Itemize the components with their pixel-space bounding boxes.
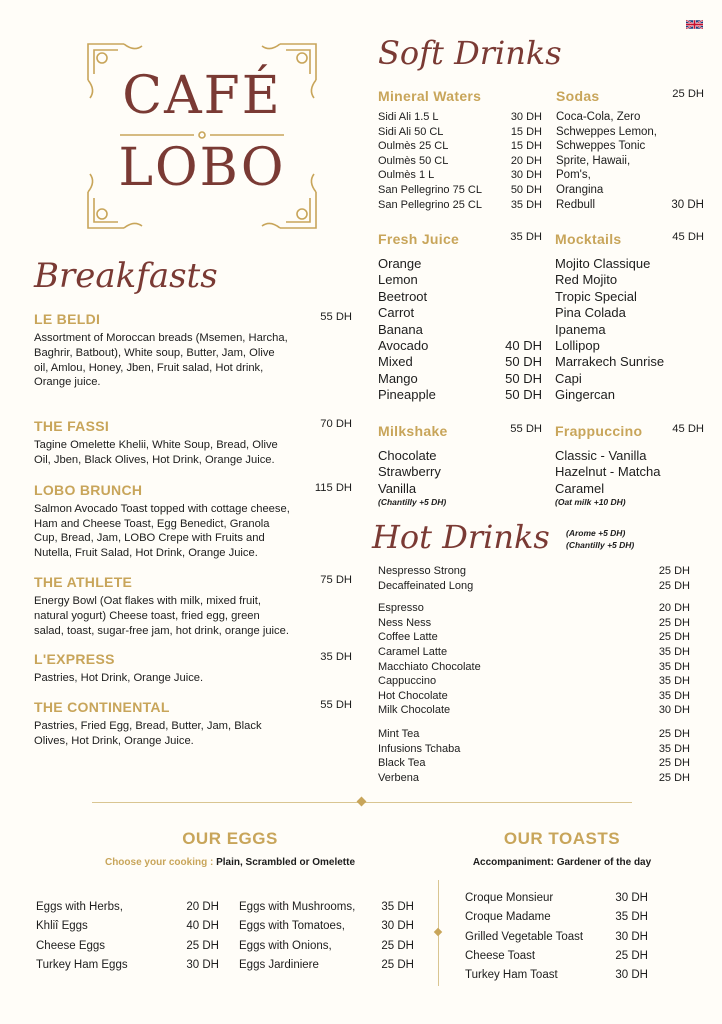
hot-drink-item-name: Ness Ness [378, 616, 432, 629]
mineral-water-item [378, 198, 542, 213]
hot-drink-item-price: 35 DH [658, 660, 690, 673]
hot-drink-item [378, 742, 690, 757]
frappuccino-section [555, 423, 704, 507]
hot-drink-item-price: 25 DH [658, 579, 690, 592]
sodas-title: Sodas [556, 88, 600, 104]
toast-item-name: Grilled Vegetable Toast [465, 930, 584, 943]
hot-drink-item-price: 25 DH [658, 631, 690, 644]
hot-drink-item-name: Hot Chocolate [378, 689, 448, 702]
juice-item-name: Banana [378, 321, 423, 337]
breakfast-item-price: 115 DH [314, 481, 352, 494]
toast-item [465, 889, 648, 908]
mineral-water-item-price: 15 DH [510, 140, 542, 153]
egg-item-name: Turkey Ham Eggs [36, 958, 128, 971]
breakfast-item-header [34, 574, 352, 590]
juice-item [378, 272, 542, 288]
hot-drink-item-name: Coffee Latte [378, 631, 438, 644]
hot-drink-item-price: 25 DH [658, 727, 690, 740]
juice-item [378, 322, 542, 338]
hot-drink-item-name: Black Tea [378, 757, 426, 770]
toast-item [465, 947, 648, 966]
hot-drinks-group-3 [378, 727, 690, 785]
toast-item-name: Cheese Toast [465, 949, 536, 962]
egg-item [36, 956, 219, 975]
hot-drink-item [378, 660, 690, 675]
hot-drink-item-name: Espresso [378, 602, 424, 615]
hot-drink-item [378, 703, 690, 718]
hot-drink-item [378, 579, 690, 594]
breakfast-item [34, 699, 352, 749]
egg-item [239, 937, 414, 956]
fresh-juice-price: 35 DH [510, 231, 542, 243]
egg-item-name: Eggs with Onions, [239, 939, 332, 952]
egg-item-name: Eggs Jardiniere [239, 958, 319, 971]
milkshake-list [378, 448, 542, 497]
mocktail-item: Lollipop [555, 338, 600, 354]
hot-drink-item-price: 25 DH [658, 757, 690, 770]
hot-drink-item-price: 20 DH [658, 602, 690, 615]
toasts-title: OUR TOASTS [503, 829, 621, 848]
fresh-juice-list [378, 256, 542, 404]
breakfast-item-name: THE FASSI [34, 418, 110, 435]
mineral-water-item [378, 183, 542, 198]
egg-item [239, 956, 414, 975]
toast-item [465, 928, 648, 947]
breakfast-item-price: 70 DH [320, 418, 352, 431]
mineral-water-item [378, 139, 542, 154]
sodas-section [556, 88, 704, 212]
breakfast-item-desc: Assortment of Moroccan breads (Msemen, Harcha, Baghrir, Batbout), White soup, Butter, Jam, Olive oil, Amlou, Honey, Jben, Fruit salad, Hot drink, Orange juice. [34, 332, 288, 389]
egg-item-price: 25 DH [381, 939, 414, 952]
breakfast-item [34, 574, 352, 638]
mineral-waters-section [378, 88, 542, 212]
toast-item-price: 30 DH [615, 892, 648, 904]
hot-drink-item [378, 674, 690, 689]
egg-item-price: 25 DH [186, 939, 219, 952]
juice-item-name: Mixed [378, 354, 413, 370]
hot-drink-item-name: Mint Tea [378, 727, 420, 740]
breakfast-item [34, 311, 352, 390]
soda-item: Sprite, Hawaii, [556, 154, 631, 167]
hot-drinks-title: Hot Drinks [372, 518, 550, 556]
toast-item-name: Croque Madame [465, 911, 551, 924]
breakfast-item-price: 75 DH [320, 573, 352, 586]
juice-item [378, 354, 542, 370]
hot-drink-item-price: 25 DH [658, 565, 690, 577]
eggs-list-right [239, 898, 414, 975]
mineral-water-item [378, 125, 542, 140]
hot-drinks-list [378, 564, 690, 785]
eggs-cooking-line [0, 857, 460, 868]
breakfast-item [34, 651, 352, 686]
toasts-list [465, 889, 648, 985]
uk-flag-icon[interactable] [686, 17, 703, 35]
mineral-water-item-name: Oulmès 25 CL [378, 140, 449, 153]
milkshake-item: Vanilla [378, 480, 417, 496]
milkshake-title: Milkshake [378, 423, 448, 439]
hot-drinks-note-arome: (Arome +5 DH) [566, 528, 626, 538]
mineral-waters-list [378, 110, 542, 212]
frappuccino-note: (Oat milk +10 DH) [555, 497, 626, 508]
breakfasts-title: Breakfasts [34, 256, 218, 296]
sodas-list [556, 110, 704, 198]
hot-drink-item-name: Infusions Tchaba [378, 742, 461, 755]
egg-item-name: Khliî Eggs [36, 920, 88, 933]
soda-item: Schweppes Lemon, [556, 125, 658, 138]
egg-item-name: Eggs with Herbs, [36, 901, 123, 913]
hot-drink-item-name: Nespresso Strong [378, 565, 467, 577]
hot-drink-item [378, 564, 690, 579]
milkshake-section [378, 423, 542, 507]
breakfast-item-desc: Pastries, Hot Drink, Orange Juice. [34, 672, 204, 685]
breakfast-item-header [34, 311, 352, 327]
divider-diamond-icon [357, 797, 367, 807]
breakfast-item [34, 482, 352, 561]
hot-drink-item [378, 630, 690, 645]
breakfast-item-header [34, 418, 352, 434]
hot-drink-item [378, 616, 690, 631]
mineral-water-item-price: 20 DH [510, 154, 542, 167]
hot-drinks-group-1 [378, 564, 690, 593]
hot-drink-item [378, 689, 690, 704]
mineral-water-item-price: 50 DH [510, 183, 542, 196]
redbull-price: 30 DH [671, 198, 704, 211]
breakfasts-list [34, 311, 352, 749]
milkshake-note: (Chantilly +5 DH) [378, 497, 447, 508]
mocktail-item: Mojito Classique [555, 256, 651, 271]
mineral-water-item-price: 30 DH [510, 111, 542, 123]
breakfast-item-name: THE CONTINENTAL [34, 699, 170, 716]
mocktails-price: 45 DH [672, 231, 704, 243]
mocktail-item: Pina Colada [555, 305, 626, 321]
egg-item [36, 917, 219, 936]
egg-item-name: Cheese Eggs [36, 939, 106, 952]
breakfast-item-header [34, 482, 352, 498]
breakfast-item-desc: Tagine Omelette Khelii, White Soup, Bread, Olive Oil, Jben, Black Olives, Hot Drink, Orange Juice. [34, 439, 278, 466]
frappuccino-price: 45 DH [672, 423, 704, 435]
egg-item-price: 30 DH [381, 920, 414, 933]
soda-item: Pom's, [556, 169, 591, 182]
mineral-water-item-price: 35 DH [510, 198, 542, 211]
breakfast-item-header [34, 651, 352, 667]
redbull-name: Redbull [556, 198, 595, 211]
toasts-accompaniment: Accompaniment: Gardener of the day [472, 857, 652, 868]
breakfast-item [34, 418, 352, 468]
mineral-water-item [378, 168, 542, 183]
egg-item [239, 898, 414, 917]
mocktail-item: Gingercan [555, 387, 615, 403]
toast-item [465, 966, 648, 985]
mocktail-item: Capi [555, 370, 582, 386]
frappuccino-item: Classic - Vanilla [555, 448, 647, 463]
breakfast-item-price: 35 DH [320, 651, 352, 664]
hot-drink-item [378, 645, 690, 660]
frappuccino-item: Hazelnut - Matcha [555, 464, 661, 480]
mocktail-item: Ipanema [555, 321, 606, 337]
mineral-water-item-name: San Pellegrino 75 CL [378, 183, 482, 196]
egg-item-name: Eggs with Mushrooms, [239, 901, 356, 913]
juice-item-name: Orange [378, 256, 422, 271]
egg-item-price: 35 DH [381, 901, 414, 913]
mocktails-list [555, 256, 704, 404]
hot-drink-item-name: Macchiato Chocolate [378, 660, 481, 673]
sodas-price: 25 DH [672, 88, 704, 100]
juice-item [378, 289, 542, 305]
toast-item-price: 30 DH [615, 969, 648, 982]
juice-item [378, 305, 542, 321]
soda-item: Schweppes Tonic [556, 140, 646, 153]
egg-item-name: Eggs with Tomatoes, [239, 920, 345, 933]
hot-drinks-group-2 [378, 601, 690, 718]
mineral-water-item [378, 110, 542, 125]
hot-drink-item [378, 601, 690, 616]
mineral-water-item-name: San Pellegrino 25 CL [378, 198, 482, 211]
juice-item-price: 50 DH [505, 354, 542, 370]
hot-drink-item-price: 35 DH [658, 742, 690, 755]
redbull-row [556, 198, 704, 213]
mocktail-item: Tropic Special [555, 288, 637, 304]
mineral-water-item-name: Oulmès 1 L [378, 169, 435, 182]
hot-drink-item [378, 756, 690, 771]
breakfast-item-name: LE BELDI [34, 311, 101, 327]
juice-item-price: 50 DH [505, 370, 542, 386]
hot-drink-item-name: Cappuccino [378, 675, 437, 688]
mineral-water-item-name: Oulmès 50 CL [378, 154, 449, 167]
mocktail-item: Marrakech Sunrise [555, 354, 665, 370]
juice-item [378, 371, 542, 387]
juice-item-name: Carrot [378, 305, 415, 321]
eggs-cooking-label: Choose your cooking : [104, 857, 214, 868]
hot-drink-item-price: 25 DH [658, 616, 690, 629]
juice-item-price: 50 DH [505, 387, 542, 403]
frappuccino-title: Frappuccino [555, 423, 643, 439]
eggs-cooking-options: Plain, Scrambled or Omelette [213, 857, 356, 868]
juice-item-name: Beetroot [378, 288, 428, 304]
cafe-lobo-logo [84, 40, 320, 232]
toast-item-price: 30 DH [615, 930, 648, 943]
juice-item-name: Pineapple [378, 387, 436, 403]
milkshake-price: 55 DH [510, 423, 542, 435]
eggs-title: OUR EGGS [182, 829, 278, 848]
egg-item [239, 917, 414, 936]
fresh-juice-section [378, 231, 542, 404]
egg-item-price: 30 DH [186, 958, 219, 971]
breakfast-item-desc: Energy Bowl (Oat flakes with milk, mixed fruit, natural yogurt) Cheese toast, fried egg, green salad, toast, sugar-free jam, hot drink, orange juice. [34, 594, 289, 637]
juice-item [378, 256, 542, 272]
hot-drink-item [378, 727, 690, 742]
hot-drink-item-name: Decaffeinated Long [378, 579, 474, 592]
hot-drink-item-name: Verbena [378, 771, 419, 784]
hot-drink-item-price: 35 DH [658, 689, 690, 702]
egg-item-price: 40 DH [186, 920, 219, 933]
hot-drink-item-price: 25 DH [658, 771, 690, 784]
egg-item-price: 25 DH [381, 958, 414, 971]
breakfast-item-desc: Salmon Avocado Toast topped with cottage cheese, Ham and Cheese Toast, Egg Benedict, Granola Cup, Bread, Jam, LOBO Crepe with Fruits and Nutella, Fruit Salad, Hot Drink, Orange Juice. [34, 502, 290, 560]
juice-item-name: Lemon [378, 272, 418, 288]
hot-drink-item-price: 30 DH [658, 704, 690, 717]
juice-item-price: 40 DH [505, 338, 542, 354]
egg-item [36, 937, 219, 956]
juice-item-name: Mango [378, 370, 418, 386]
logo-line-1: CAFÉ [122, 66, 282, 126]
juice-item [378, 338, 542, 354]
breakfast-item-desc: Pastries, Fried Egg, Bread, Butter, Jam, Black Olives, Hot Drink, Orange Juice. [34, 720, 262, 747]
hot-drinks-note-chantilly: (Chantilly +5 DH) [566, 540, 635, 550]
mineral-water-item-name: Sidi Ali 50 CL [378, 125, 444, 138]
milkshake-item: Chocolate [378, 448, 437, 463]
breakfast-item-name: THE ATHLETE [34, 573, 133, 590]
toast-item-price: 25 DH [615, 949, 648, 962]
frappuccino-list [555, 448, 704, 497]
breakfast-item-price: 55 DH [320, 311, 352, 323]
hot-drink-item-name: Milk Chocolate [378, 704, 451, 717]
soft-drinks-title: Soft Drinks [378, 34, 562, 72]
breakfast-item-name: L'EXPRESS [34, 651, 115, 668]
toast-item-name: Turkey Ham Toast [465, 969, 558, 982]
milkshake-item: Strawberry [378, 464, 441, 480]
mineral-water-item-price: 15 DH [510, 125, 542, 138]
eggs-list-left [36, 898, 219, 975]
mocktails-section [555, 231, 704, 404]
mocktail-item: Red Mojito [555, 272, 618, 288]
mineral-water-item-name: Sidi Ali 1.5 L [378, 111, 439, 123]
hot-drink-item-price: 35 DH [658, 675, 690, 688]
mineral-water-item-price: 30 DH [510, 169, 542, 182]
juice-item-name: Avocado [378, 338, 429, 354]
breakfast-item-price: 55 DH [320, 699, 352, 712]
frappuccino-item: Caramel [555, 480, 605, 496]
breakfast-item-header [34, 699, 352, 715]
hot-drink-item-price: 35 DH [658, 645, 690, 658]
breakfast-item-name: LOBO BRUNCH [34, 481, 143, 498]
soda-item: Coca-Cola, Zero [556, 111, 641, 123]
vertical-diamond-icon [434, 928, 442, 936]
toast-item-price: 35 DH [615, 911, 648, 924]
mineral-water-item [378, 154, 542, 169]
soda-item: Orangina [556, 183, 604, 196]
toast-item [465, 908, 648, 927]
juice-item [378, 387, 542, 403]
mocktails-title: Mocktails [555, 231, 622, 247]
logo-line-2: LOBO [118, 138, 286, 198]
mineral-waters-title: Mineral Waters [378, 88, 482, 104]
fresh-juice-title: Fresh Juice [378, 231, 460, 247]
egg-item-price: 20 DH [186, 901, 219, 913]
hot-drink-item-name: Caramel Latte [378, 645, 448, 658]
hot-drink-item [378, 771, 690, 786]
toast-item-name: Croque Monsieur [465, 892, 554, 904]
egg-item [36, 898, 219, 917]
